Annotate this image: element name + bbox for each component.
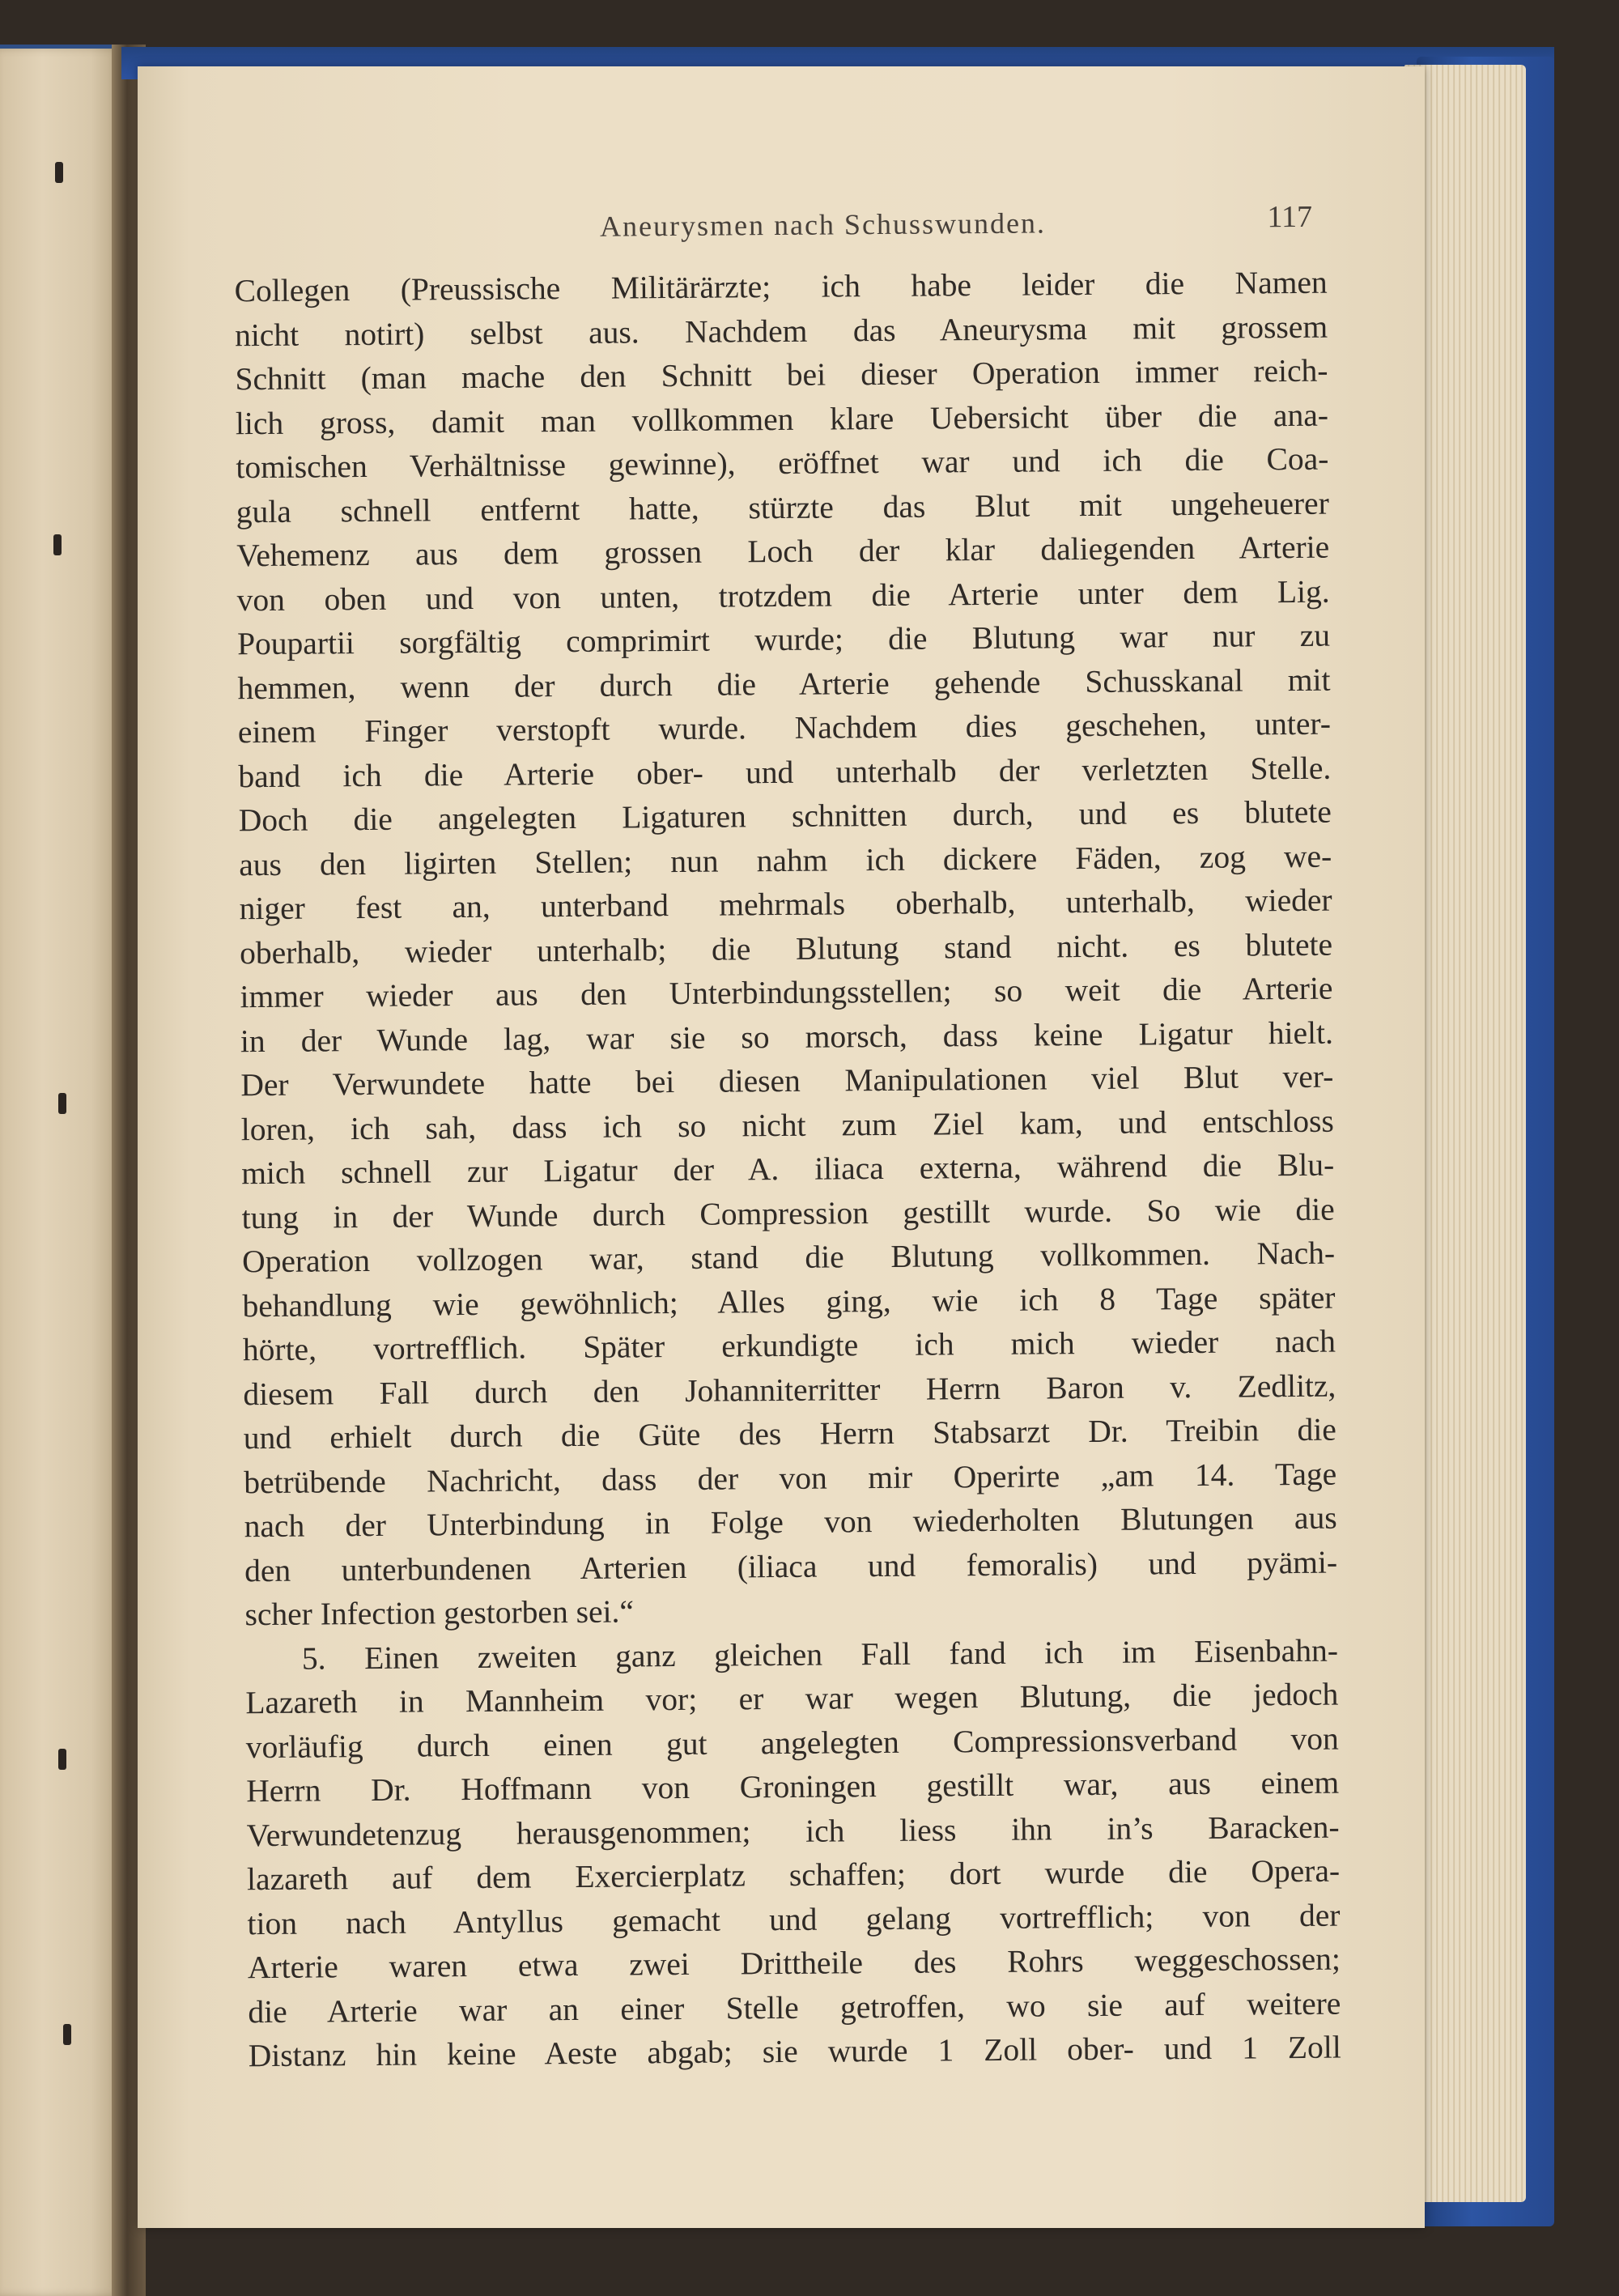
text-line: nicht notirt) selbst aus. Nachdem das Aneurysma mit grossem (234, 308, 1328, 353)
running-head: Aneurysmen nach Schusswunden. (599, 206, 1047, 243)
text-line: hemmen, wenn der durch die Arterie gehende Schusskanal mit (237, 661, 1331, 706)
text-line: Doch die angelegten Ligaturen schnitten durch, und es blutete (238, 793, 1332, 839)
margin-mark (55, 162, 63, 183)
text-line: Collegen (Preussische Militärärzte; ich habe leider die Namen (234, 264, 1328, 309)
text-line: Lazareth in Mannheim vor; er war wegen Blutung, die jedoch (245, 1676, 1339, 1721)
text-line: und erhielt durch die Güte des Herrn Stabsarzt Dr. Treibin die (243, 1411, 1336, 1456)
page-number: 117 (1267, 199, 1313, 235)
text-line: die Arterie war an einer Stelle getroffen, wo sie auf weitere (248, 1985, 1341, 2030)
page-header (252, 199, 1313, 261)
text-line: niger fest an, unterband mehrmals oberhalb, unterhalb, wieder (239, 882, 1332, 927)
left-facing-page (0, 49, 121, 2296)
text-line: Operation vollzogen war, stand die Blutung vollkommen. Nach- (241, 1235, 1336, 1280)
margin-mark (58, 1093, 66, 1114)
text-line: von oben und von unten, trotzdem die Arterie unter dem Lig. (236, 573, 1330, 618)
text-line: gula schnell entfernt hatte, stürzte das Blut mit ungeheuerer (236, 485, 1329, 529)
text-line: hörte, vortrefflich. Später erkundigte ich mich wieder nach (242, 1323, 1336, 1368)
text-line: aus den ligirten Stellen; nun nahm ich dickere Fäden, zog we- (239, 838, 1332, 882)
text-line: Vehemenz aus dem grossen Loch der klar daliegenden Arterie (236, 529, 1330, 574)
text-line: immer wieder aus den Unterbindungsstellen; so weit die Arterie (240, 970, 1333, 1015)
text-line: tung in der Wunde durch Compression gestillt wurde. So wie die (241, 1191, 1335, 1235)
text-line: Der Verwundete hatte bei diesen Manipulationen viel Blut ver- (240, 1058, 1334, 1103)
text-line: lich gross, damit man vollkommen klare Uebersicht über die ana- (235, 397, 1329, 441)
text-line: oberhalb, wieder unterhalb; die Blutung stand nicht. es blutete (239, 926, 1333, 971)
text-line: Distanz hin keine Aeste abgab; sie wurde 1 Zoll ober- und 1 Zoll (248, 2029, 1341, 2074)
body-text (234, 261, 1341, 2078)
text-line: band ich die Arterie ober- und unterhalb der verletzten Stelle. (238, 750, 1332, 794)
text-line: vorläufig durch einen gut angelegten Compressionsverband von (245, 1720, 1339, 1765)
text-line: einem Finger verstopft wurde. Nachdem dies geschehen, unter- (237, 705, 1332, 750)
text-line: Herrn Dr. Hoffmann von Groningen gestillt war, aus einem (246, 1764, 1340, 1809)
margin-mark (63, 2024, 71, 2045)
text-line: 5. Einen zweiten ganz gleichen Fall fand ich im Eisenbahn- (301, 1632, 1339, 1677)
text-line: mich schnell zur Ligatur der A. iliaca externa, während die Blu- (241, 1146, 1335, 1192)
margin-mark (53, 534, 62, 555)
text-line: Poupartii sorgfältig comprimirt wurde; die Blutung war nur zu (236, 617, 1331, 662)
text-line: tomischen Verhältnisse gewinne), eröffnet war und ich die Coa- (236, 440, 1329, 486)
text-line: diesem Fall durch den Johanniterritter Herrn Baron v. Zedlitz, (243, 1367, 1336, 1412)
text-line: behandlung wie gewöhnlich; Alles ging, wie ich 8 Tage später (242, 1279, 1336, 1324)
margin-mark (58, 1749, 66, 1770)
text-line: loren, ich sah, dass ich so nicht zum Ziel kam, und entschloss (240, 1103, 1334, 1147)
text-line: Schnitt (man mache den Schnitt bei dieser Operation immer reich- (235, 352, 1328, 398)
page-content (130, 62, 1434, 2233)
text-line: scher Infection gestorben sei.“ (244, 1593, 635, 1633)
text-line: Verwundetenzug herausgenommen; ich liess ihn in’s Baracken- (246, 1809, 1340, 1853)
book-page (138, 66, 1425, 2228)
text-line: lazareth auf dem Exercierplatz schaffen; dort wurde die Opera- (246, 1852, 1341, 1898)
text-line: nach der Unterbindung in Folge von wiederholten Blutungen aus (244, 1499, 1337, 1545)
text-line: in der Wunde lag, war sie so morsch, dass keine Ligatur hielt. (240, 1014, 1334, 1059)
text-line: betrübende Nachricht, dass der von mir Operirte „am 14. Tage (244, 1456, 1337, 1500)
text-line: den unterbundenen Arterien (iliaca und femoralis) und pyämi- (244, 1544, 1338, 1588)
text-line: tion nach Antyllus gemacht und gelang vortrefflich; von der (247, 1897, 1341, 1941)
text-line: Arterie waren etwa zwei Drittheile des Rohrs weggeschossen; (247, 1941, 1341, 1986)
